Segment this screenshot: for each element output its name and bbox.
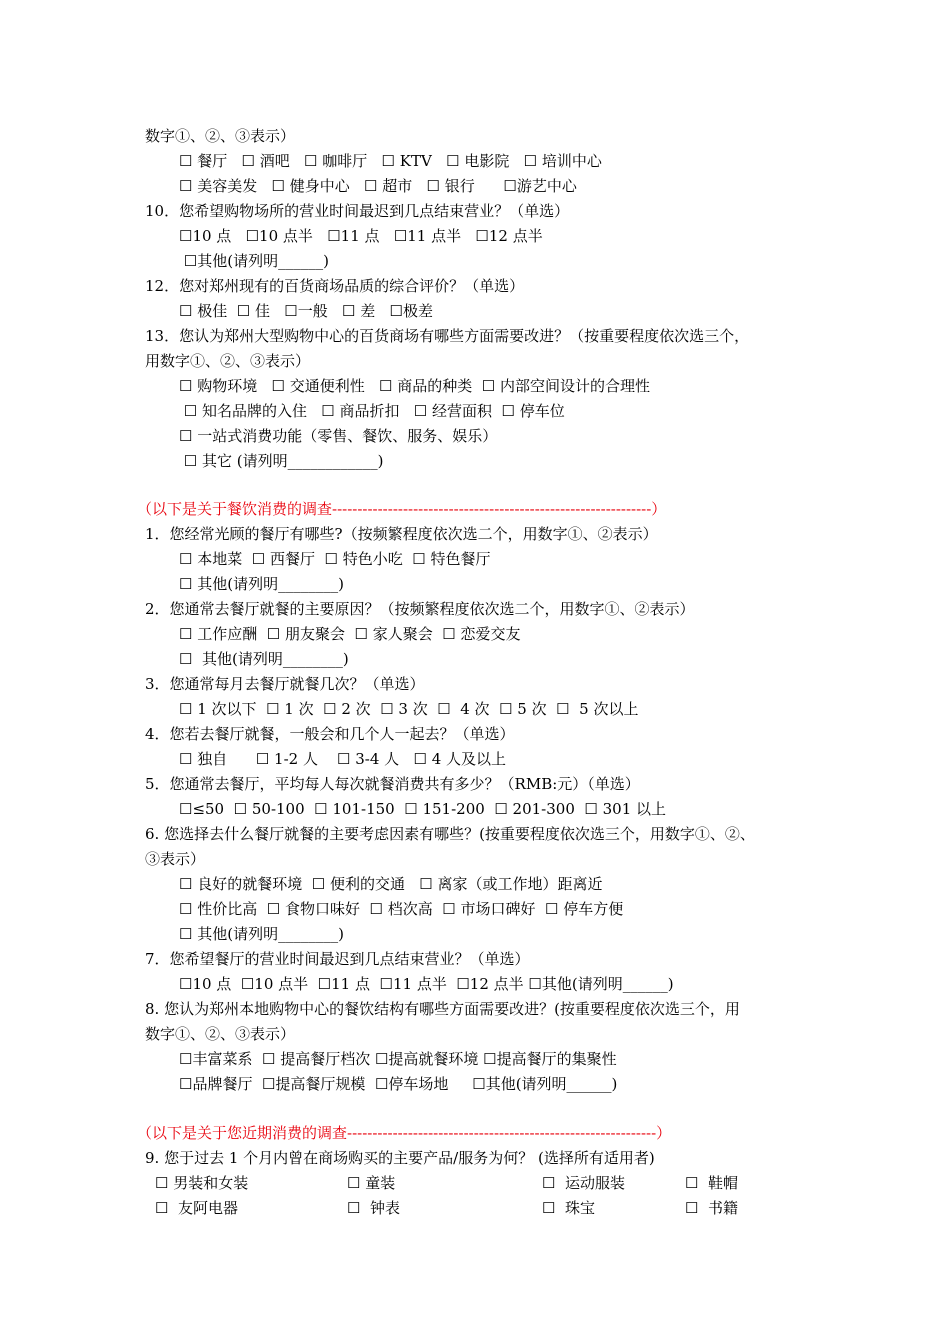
options-q13-row-1: ☐ 购物环境 ☐ 交通便利性 ☐ 商品的种类 ☐ 内部空间设计的合理性 [179, 377, 651, 395]
options-q10-times: ☐10 点 ☐10 点半 ☐11 点 ☐11 点半 ☐12 点半 [179, 227, 543, 245]
options-d7-times: ☐10 点 ☐10 点半 ☐11 点 ☐11 点半 ☐12 点半 ☐其他(请列明______) [179, 975, 674, 993]
options-d1-other: ☐ 其他(请列明________) [179, 575, 344, 593]
recent-question-9: 9. 您于过去 1 个月内曾在商场购买的主要产品/服务为何？ (选择所有适用者) [145, 1149, 655, 1167]
dining-question-3: 3．您通常每月去餐厅就餐几次？（单选） [145, 675, 425, 693]
question-10: 10．您希望购物场所的营业时间最迟到几点结束营业？（单选） [145, 202, 570, 220]
option-jewelry: ☐ 珠宝 [542, 1199, 595, 1217]
dining-question-7: 7．您希望餐厅的营业时间最迟到几点结束营业？（单选） [145, 950, 530, 968]
section-heading-dining: （以下是关于餐饮消费的调查---------------------------------------------------------------） [137, 500, 667, 518]
options-q13-other: ☐ 其它 (请列明____________) [179, 452, 384, 470]
options-venues-row-2: ☐ 美容美发 ☐ 健身中心 ☐ 超市 ☐ 银行 ☐游艺中心 [179, 177, 577, 195]
options-d1-row-1: ☐ 本地菜 ☐ 西餐厅 ☐ 特色小吃 ☐ 特色餐厅 [179, 550, 491, 568]
options-d3-frequency: ☐ 1 次以下 ☐ 1 次 ☐ 2 次 ☐ 3 次 ☐ 4 次 ☐ 5 次 ☐ 5 次以上 [179, 700, 639, 718]
options-d2-row-1: ☐ 工作应酬 ☐ 朋友聚会 ☐ 家人聚会 ☐ 恋爱交友 [179, 625, 521, 643]
dining-question-8: 8. 您认为郑州本地购物中心的餐饮结构有哪些方面需要改进？(按重要程度依次选三个，用 [145, 1000, 740, 1018]
options-q12-rating: ☐ 极佳 ☐ 佳 ☐一般 ☐ 差 ☐极差 [179, 302, 433, 320]
section-heading-recent: （以下是关于您近期消费的调查-------------------------------------------------------------） [137, 1124, 672, 1142]
option-appliances: ☐ 友阿电器 [155, 1199, 238, 1217]
options-d5-spend: ☐≤50 ☐ 50-100 ☐ 101-150 ☐ 151-200 ☐ 201-300 ☐ 301 以上 [179, 800, 667, 818]
options-d2-other: ☐ 其他(请列明________) [179, 650, 349, 668]
option-books: ☐ 书籍 [685, 1199, 738, 1217]
dining-question-1: 1．您经常光顾的餐厅有哪些?（按频繁程度依次选二个，用数字①、②表示） [145, 525, 658, 543]
dining-question-8-continued: 数字①、②、③表示） [145, 1025, 296, 1043]
option-watches: ☐ 钟表 [347, 1199, 400, 1217]
option-sportswear: ☐ 运动服装 [542, 1174, 625, 1192]
options-d6-row-2: ☐ 性价比高 ☐ 食物口味好 ☐ 档次高 ☐ 市场口碑好 ☐ 停车方便 [179, 900, 624, 918]
options-q10-other: ☐其他(请列明______) [179, 252, 329, 270]
options-d8-row-1: ☐丰富菜系 ☐ 提高餐厅档次 ☐提高就餐环境 ☐提高餐厅的集聚性 [179, 1050, 617, 1068]
question-13-continued: 用数字①、②、③表示） [145, 352, 311, 370]
dining-question-4: 4．您若去餐厅就餐，一般会和几个人一起去？（单选） [145, 725, 515, 743]
option-shoes-hats: ☐ 鞋帽 [685, 1174, 738, 1192]
q-continued-note: 数字①、②、③表示） [145, 127, 296, 145]
option-mens-womens-wear: ☐ 男装和女装 [155, 1174, 249, 1192]
question-13: 13．您认为郑州大型购物中心的百货商场有哪些方面需要改进？（按重要程度依次选三个， [145, 327, 750, 345]
options-d6-other: ☐ 其他(请列明________) [179, 925, 344, 943]
options-d4-party-size: ☐ 独自 ☐ 1-2 人 ☐ 3-4 人 ☐ 4 人及以上 [179, 750, 507, 768]
option-kids-wear: ☐ 童装 [347, 1174, 396, 1192]
options-d8-row-2: ☐品牌餐厅 ☐提高餐厅规模 ☐停车场地 ☐其他(请列明______) [179, 1075, 618, 1093]
dining-question-6: 6. 您选择去什么餐厅就餐的主要考虑因素有哪些？(按重要程度依次选三个，用数字①、②、 [145, 825, 755, 843]
dining-question-6-continued: ③表示） [145, 850, 206, 868]
options-q13-row-2: ☐ 知名品牌的入住 ☐ 商品折扣 ☐ 经营面积 ☐ 停车位 [179, 402, 565, 420]
question-12: 12．您对郑州现有的百货商场品质的综合评价？（单选） [145, 277, 525, 295]
dining-question-2: 2．您通常去餐厅就餐的主要原因？（按频繁程度依次选二个，用数字①、②表示） [145, 600, 695, 618]
dining-question-5: 5．您通常去餐厅，平均每人每次就餐消费共有多少？（RMB:元）（单选） [145, 775, 640, 793]
options-q13-row-3: ☐ 一站式消费功能（零售、餐饮、服务、娱乐） [179, 427, 498, 445]
options-venues-row-1: ☐ 餐厅 ☐ 酒吧 ☐ 咖啡厅 ☐ KTV ☐ 电影院 ☐ 培训中心 [179, 152, 602, 170]
options-d6-row-1: ☐ 良好的就餐环境 ☐ 便利的交通 ☐ 离家（或工作地）距离近 [179, 875, 603, 893]
